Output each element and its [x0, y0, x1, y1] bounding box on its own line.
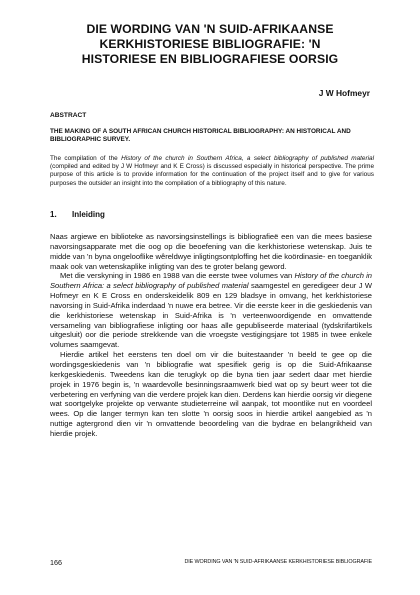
running-title: DIE WORDING VAN 'N SUID-AFRIKAANSE KERKHISTORIESE BIBLIOGRAFIE [184, 559, 372, 565]
section-number: 1. [50, 210, 57, 219]
abstract-heading: ABSTRACT [50, 112, 87, 119]
abstract-body [50, 155, 374, 188]
paragraph-2-text-2: saamgestel en geredigeer deur J W Hofmeyr en K E Cross en onderskeidelik 809 en 129 bladsye in omvang, het kerkhistoriese navorsing in Suid-Afrika inderdaad 'n nuwe era betree. Vir die eerste keer in die geskiedenis van die kerkhistoriese wetenskap in Suid-Afrika is 'n verteenwoordigende en omvattende versameling van bibliografiese inligting oor haas alle gepubliseerde materiaal (tydskrifartikels uitgesluit) oor die periode strekkende van die vroegste vestigingsjare tot 1985 in twee enkele volumes saamgevat. [50, 281, 372, 350]
paragraph-2-text-1: Met die verskyning in 1986 en 1988 van die eerste twee volumes van [60, 271, 295, 281]
paragraph-1: Naas argiewe en biblioteke as navorsingsinstellings is bibliografieë een van die mees basiese navorsingsapparate met die oog op die beoefening van die kerkhistoriese wetenskap. Juis te midde van 'n byna ongelooflike wêreldwye inligtingsontploffing het die koördinasie- en toeganklik maak ook van wetenskaplike inligting van des te groter belang geword. [50, 232, 372, 271]
title-line-1: DIE WORDING VAN 'N SUID-AFRIKAANSE [86, 22, 334, 36]
paragraph-2 [50, 271, 372, 350]
page-number: 166 [50, 558, 62, 567]
abstract-title: THE MAKING OF A SOUTH AFRICAN CHURCH HISTORICAL BIBLIOGRAPHY: AN HISTORICAL AND BIBLIOGRAPHIC SURVEY. [50, 128, 351, 144]
author-name: J W Hofmeyr [318, 88, 370, 98]
paragraph-2-book-title: History of the church in Southern Africa: a select bibliography of published material [50, 271, 372, 291]
title-line-3: HISTORIESE EN BIBLIOGRAFIESE OORSIG [81, 52, 339, 66]
paragraph-3: Hierdie artikel het eerstens ten doel om vir die buitestaander 'n beeld te gee op die wordingsgeskiedenis van 'n bibliografie wat spesifiek gerig is op die Suid-Afrikaanse kerkgeskiedenis. Tweedens kan die terugkyk op die byna tien jaar sedert daar met hierdie projek in 1976 begin is, 'n waardevolle besinningsraamwerk bied wat op sy beurt weer tot die verbetering en verfyning van die verdere projek kan dien. Derdens kan hierdie oorsig vir diegene wat soortgelyke projekte op verwante studieterreine wil aanpak, tot moontlike nut en voordeel wees. Op die langer termyn kan ten slotte 'n oorsig soos in hierdie artikel aangebied as 'n nuttige agtergrond dien vir 'n omvattende beoordeling van die bydrae en belangrikheid van hierdie projek. [50, 350, 372, 438]
title-line-2: KERKHISTORIESE BIBLIOGRAFIE: 'N [99, 37, 321, 51]
body-text [50, 232, 372, 439]
article-title [30, 22, 390, 67]
abstract-text-2: (compiled and edited by J W Hofmeyr and K E Cross) is discussed especially in historical perspective. The prime purpose of this article is to provide information for the continuation of the project itself and to give for various purposes the outsider an insight into the compilation of a bibliography of this nature. [50, 163, 374, 187]
section-title: Inleiding [72, 210, 105, 219]
section-heading [50, 210, 105, 219]
abstract-text-1: The compilation of the [50, 155, 122, 162]
abstract-book-title: History of the church in Southern Africa, a select bibliography of published material [121, 155, 375, 162]
